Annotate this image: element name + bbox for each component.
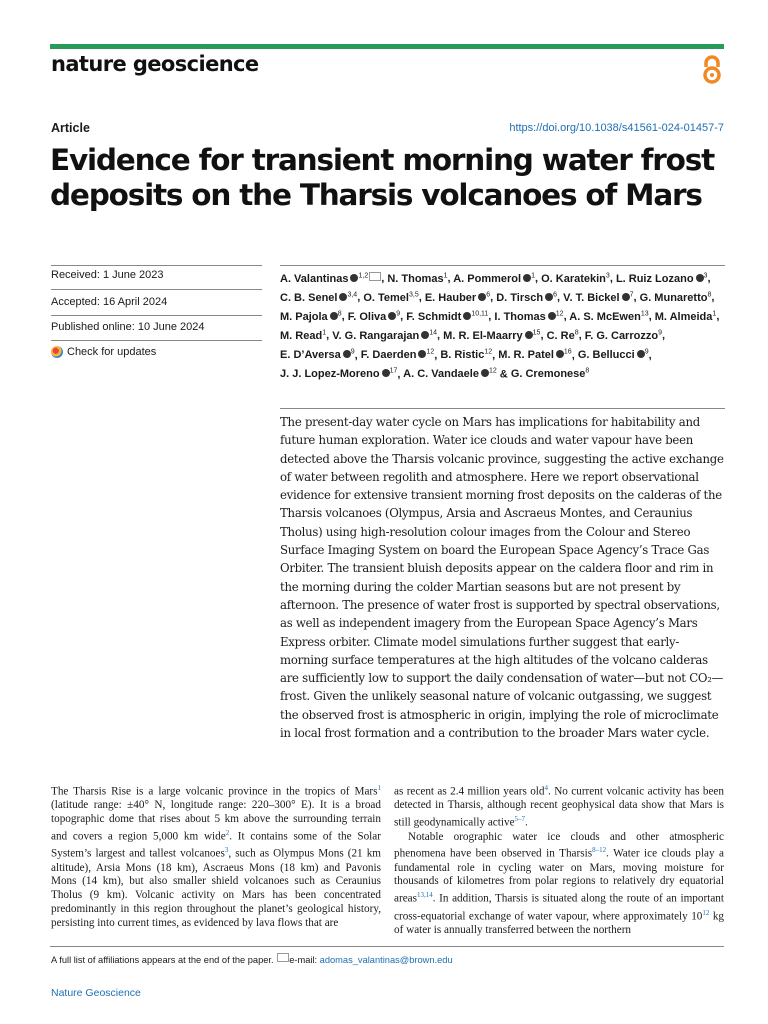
author-name[interactable]: F. Oliva $^9$	[347, 310, 401, 323]
affiliations-note	[51, 953, 453, 965]
body-paragraph: The Tharsis Rise is a large volcanic province in the tropics of Mars$^1$ (latitude range: ±40° N, longitude range: 220–300° E). It is a broad topographic dome that rises about 5 km above the surrounding terrain and covers a region 5,000 km wide$^2$. It contains some of the Solar System’s largest and tallest volcanoes$^3$, such as Olympus Mons (21 km altitude), Arsia Mons (18 km), Ascraeus Mons (18 km) and Pavonis Mons (14 km), but also smaller shield volcanoes such as Ceraunius Tholus (9 km). Volcanic activity on Mars has been concentrated predominantly in this region throughout the planet’s geological history, persisting into current times, as evidenced by lava flows that are	[51, 784, 381, 929]
published-date: Published online: 10 June 2024	[51, 321, 205, 333]
reference-link[interactable]: 12	[702, 908, 710, 917]
orcid-icon[interactable]	[622, 293, 630, 301]
author-name[interactable]: F. Schmidt $^{10,11}$	[406, 310, 489, 323]
article-type: Article	[51, 121, 90, 135]
author-name[interactable]: M. R. El-Maarry $^{15}$	[443, 329, 541, 343]
check-updates-icon	[51, 346, 63, 358]
divider	[51, 340, 262, 341]
email-link[interactable]: adomas_valantinas@brown.edu	[319, 955, 453, 965]
author-name[interactable]: G. Cremonese$^8$	[510, 367, 590, 381]
title-line-2: deposits on the Tharsis volcanoes of Mars	[50, 178, 702, 212]
orcid-icon[interactable]	[382, 369, 390, 377]
author-name[interactable]: A. S. McEwen$^{13}$	[569, 310, 649, 323]
author-name[interactable]: L. Ruiz Lozano $^3$	[615, 272, 708, 285]
author-name[interactable]: M. Read$^1$	[280, 329, 327, 343]
author-name[interactable]: F. G. Carrozzo$^9$	[584, 329, 662, 343]
reference-link[interactable]: 2	[225, 828, 230, 837]
author-name[interactable]: J. J. Lopez-Moreno $^{17}$	[280, 367, 398, 381]
mail-icon	[277, 953, 289, 962]
reference-link[interactable]: 13,14	[416, 891, 433, 900]
orcid-icon[interactable]	[545, 293, 553, 301]
received-date: Received: 1 June 2023	[51, 269, 164, 281]
author-name[interactable]: M. Almeida$^1$	[654, 310, 717, 323]
orcid-icon[interactable]	[556, 350, 564, 358]
body-column-left	[51, 782, 381, 930]
author-name[interactable]: O. Temel$^{3,5}$	[363, 291, 419, 304]
open-access-icon	[700, 54, 724, 86]
author-name[interactable]: N. Thomas$^1$	[387, 272, 448, 285]
check-updates-button[interactable]	[51, 346, 156, 358]
author-name[interactable]: I. Thomas $^{12}$	[494, 310, 564, 323]
journal-name: nature geoscience	[51, 52, 259, 76]
mail-icon[interactable]	[369, 272, 381, 281]
reference-link[interactable]: 4	[544, 784, 549, 792]
orcid-icon[interactable]	[637, 350, 645, 358]
orcid-icon[interactable]	[525, 331, 533, 339]
reference-link[interactable]: 3	[224, 846, 229, 855]
orcid-icon[interactable]	[330, 312, 338, 320]
author-name[interactable]: V. T. Bickel $^7$	[563, 291, 634, 304]
title-line-1: Evidence for transient morning water frost	[50, 143, 714, 177]
affiliations-text: A full list of affiliations appears at the end of the paper.	[51, 955, 274, 965]
author-name[interactable]: M. Pajola $^8$	[280, 310, 342, 323]
author-name[interactable]: D. Tirsch $^6$	[496, 291, 558, 304]
reference-link[interactable]: 1	[377, 784, 381, 792]
abstract: The present-day water cycle on Mars has implications for habitability and future human exploration. Water ice clouds and water vapour have been detected above the Tharsis volcanic province, suggesting the active exchange of water between regolith and atmosphere. Here we report observational evidence for extensive transient morning frost deposits on the calderas of the Tharsis volcanoes (Olympus, Arsia and Ascraeus Montes, and Ceraunius Tholus) using high-resolution colour images from the Colour and Stereo Surface Imaging System on board the European Space Agency’s Trace Gas Orbiter. The transient bluish deposits appear on the caldera floor and rim in the morning during the colder Martian seasons but are not present by afternoon. The presence of water frost is supported by spectral observations, as well as independent imagery from the European Space Agency’s Mars Express orbiter. Climate model simulations further suggest that early-morning surface temperatures at the high altitudes of the volcano calderas are sufficiently low to support the daily condensation of water—but not CO₂—frost. Given the unlikely seasonal nature of volcanic outgassing, we suggest the observed frost is atmospheric in origin, implying the role of microclimate in local frost formation and a contribution to the broader Mars water cycle.	[280, 415, 724, 741]
divider	[50, 946, 724, 947]
orcid-icon[interactable]	[478, 293, 486, 301]
divider	[51, 289, 262, 290]
email-label: e-mail:	[289, 955, 320, 965]
author-name[interactable]: M. R. Patel $^{16}$	[498, 348, 572, 362]
footer-journal-name[interactable]: Nature Geoscience	[51, 987, 141, 999]
orcid-icon[interactable]	[548, 312, 556, 320]
author-name[interactable]: G. Bellucci $^9$	[577, 348, 649, 362]
reference-link[interactable]: 8–12	[592, 846, 607, 855]
author-name[interactable]: F. Daerden $^{12}$	[360, 348, 435, 362]
doi-link[interactable]: https://doi.org/10.1038/s41561-024-01457-7	[509, 122, 724, 134]
author-name[interactable]: C. Re$^8$	[546, 329, 579, 343]
body-paragraph: as recent as 2.4 million years old$^4$. No current volcanic activity has been detected in Tharsis, although recent geophysical data show that Mars is still geodynamically active$^{5-7}$.	[394, 784, 724, 829]
body-paragraph: Notable orographic water ice clouds and other atmospheric phenomena have been observed in Tharsis$^{8-12}$. Water ice clouds play a fundamental role in cycling water on Mars, moving moisture for thousands of kilometres from polar regions to relatively dry equatorial areas$^{13,14}$. In addition, Tharsis is situated along the route of an important cross-equatorial exchange of water vapour, where approximately 10$^{12}$ kg of water is annually transferred between the northern	[394, 830, 725, 936]
check-updates-label: Check for updates	[67, 346, 157, 358]
author-name[interactable]: A. C. Vandaele $^{12}$	[403, 367, 497, 381]
author-name[interactable]: G. Munaretto$^8$	[639, 291, 712, 304]
author-name[interactable]: O. Karatekin$^3$	[541, 272, 610, 285]
orcid-icon[interactable]	[481, 369, 489, 377]
author-name[interactable]: E. D’Aversa $^9$	[280, 348, 355, 362]
orcid-icon[interactable]	[696, 274, 704, 282]
orcid-icon[interactable]	[343, 350, 351, 358]
author-name[interactable]: E. Hauber $^6$	[424, 291, 491, 304]
accepted-date: Accepted: 16 April 2024	[51, 296, 168, 308]
divider	[51, 315, 262, 316]
orcid-icon[interactable]	[523, 274, 531, 282]
body-column-right	[394, 782, 724, 938]
divider	[280, 408, 725, 409]
author-name[interactable]: V. G. Rangarajan $^{14}$	[332, 329, 438, 343]
reference-link[interactable]: 5–7	[514, 815, 526, 824]
divider	[51, 265, 262, 266]
author-name[interactable]: A. Pommerol $^1$	[453, 272, 535, 285]
journal-color-bar	[50, 44, 724, 49]
author-name[interactable]: B. Ristic$^{12}$	[440, 348, 493, 362]
author-name[interactable]: A. Valantinas $^{1,2}$	[280, 273, 381, 285]
article-title	[50, 143, 730, 213]
author-name[interactable]: C. B. Senel $^{3,4}$	[280, 291, 358, 304]
author-list: A. Valantinas $^{1,2}$ , N. Thomas$^1$, A. Pommerol $^1$, O. Karatekin$^3$, L. Ruiz Lozano $^3$, C. B. Senel $^{3,4}$, O. Temel$^{3,5}$, E. Hauber $^6$, D. Tirsch $^6$, V. T. Bickel $^7$, G. Munaretto$^8$, M. Pajola $^8$, F. Oliva $^9$, F. Schmidt $^{10,11}$, I. Thomas $^{12}$, A. S. McEwen$^{13}$, M. Almeida$^1$, M. Read$^1$, V. G. Rangarajan $^{14}$, M. R. El-Maarry $^{15}$, C. Re$^8$, F. G. Carrozzo$^9$, E. D’Aversa $^9$, F. Daerden $^{12}$, B. Ristic$^{12}$, M. R. Patel $^{16}$, G. Bellucci $^9$, J. J. Lopez-Moreno $^{17}$, A. C. Vandaele $^{12}$ & G. Cremonese$^8$	[280, 265, 725, 383]
